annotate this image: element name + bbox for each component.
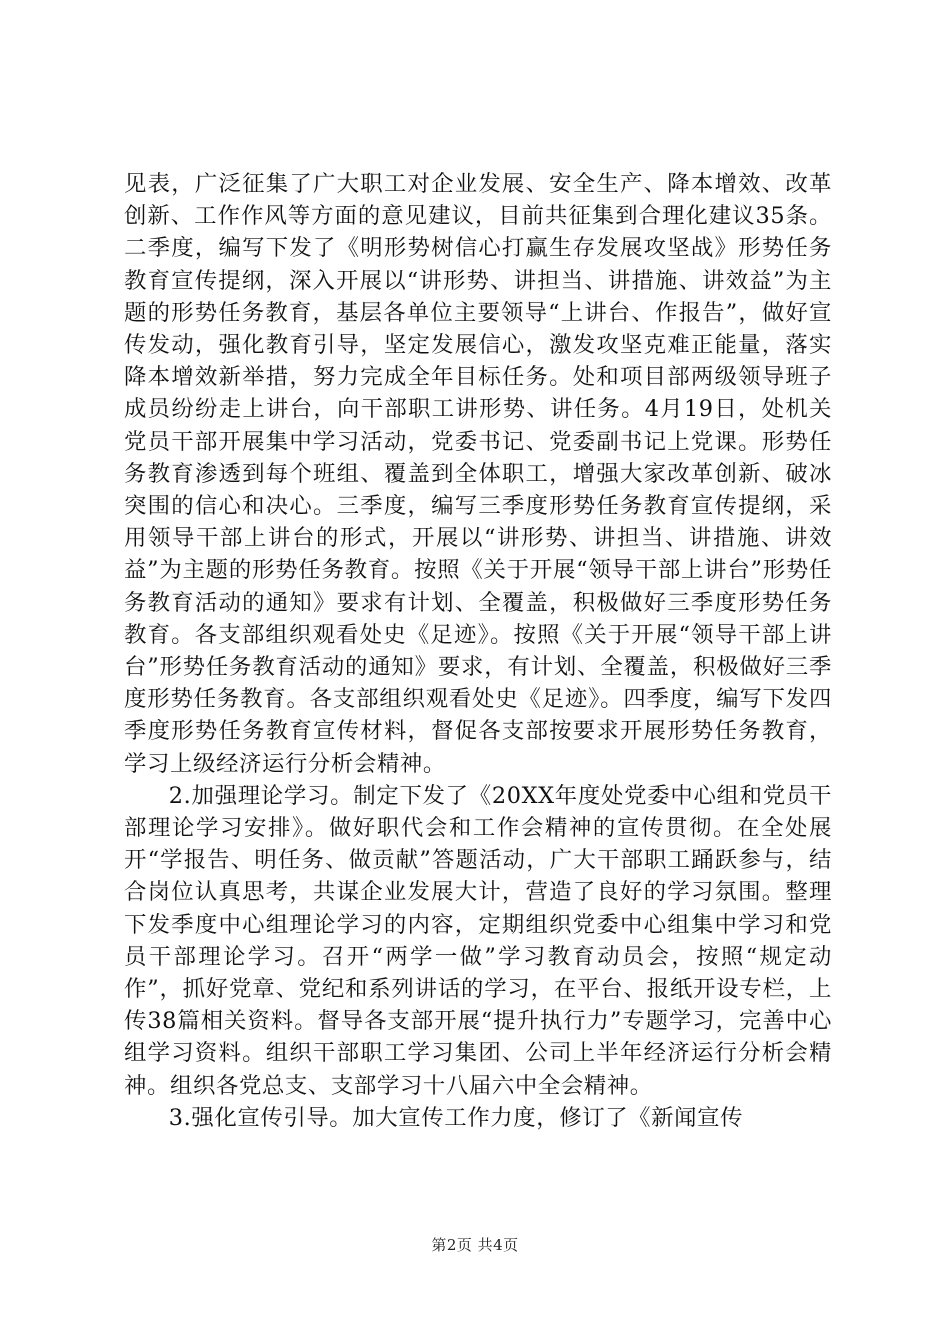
paragraph-theory-study: 2.加强理论学习。制定下发了《20XX年度处党委中心组和党员干部理论学习安排》。做好职代会和工作会精神的宣传贯彻。在全处展开“学报告、明任务、做贡献”答题活动，广大干部职工踊跃参与，结合岗位认真思考，共谋企业发展大计，营造了良好的学习氛围。整理下发季度中心组理论学习的内容，定期组织党委中心组集中学习和党员干部理论学习。召开“两学一做”学习教育动员会，按照“规定动作”，抓好党章、党纪和系列讲话的学习，在平台、报纸开设专栏，上传38篇相关资料。督导各支部开展“提升执行力”专题学习，完善中心组学习资料。组织干部职工学习集团、公司上半年经济运行分析会精神。组织各党总支、支部学习十八届六中全会精神。 — [124, 782, 832, 1099]
page-number-footer: 第2页 共4页 — [431, 1236, 519, 1254]
document-body — [124, 168, 832, 1134]
paragraph-publicity: 3.强化宣传引导。加大宣传工作力度，修订了《新闻宣传 — [168, 1104, 744, 1131]
paragraph-continuation: 见表，广泛征集了广大职工对企业发展、安全生产、降本增效、改革创新、工作作风等方面的意见建议，目前共征集到合理化建议35条。二季度，编写下发了《明形势树信心打赢生存发展攻坚战》形势任务教育宣传提纲，深入开展以“讲形势、讲担当、讲措施、讲效益”为主题的形势任务教育，基层各单位主要领导“上讲台、作报告”，做好宣传发动，强化教育引导，坚定发展信心，激发攻坚克难正能量，落实降本增效新举措，努力完成全年目标任务。处和项目部两级领导班子成员纷纷走上讲台，向干部职工讲形势、讲任务。4月19日，处机关党员干部开展集中学习活动，党委书记、党委副书记上党课。形势任务教育渗透到每个班组、覆盖到全体职工，增强大家改革创新、破冰突围的信心和决心。三季度，编写三季度形势任务教育宣传提纲，采用领导干部上讲台的形式，开展以“讲形势、讲担当、讲措施、讲效益”为主题的形势任务教育。按照《关于开展“领导干部上讲台”形势任务教育活动的通知》要求有计划、全覆盖，积极做好三季度形势任务教育。各支部组织观看处史《足迹》。按照《关于开展“领导干部上讲台”形势任务教育活动的通知》要求，有计划、全覆盖，积极做好三季度形势任务教育。各支部组织观看处史《足迹》。四季度，编写下发四季度形势任务教育宣传材料，督促各支部按要求开展形势任务教育，学习上级经济运行分析会精神。 — [124, 171, 832, 777]
